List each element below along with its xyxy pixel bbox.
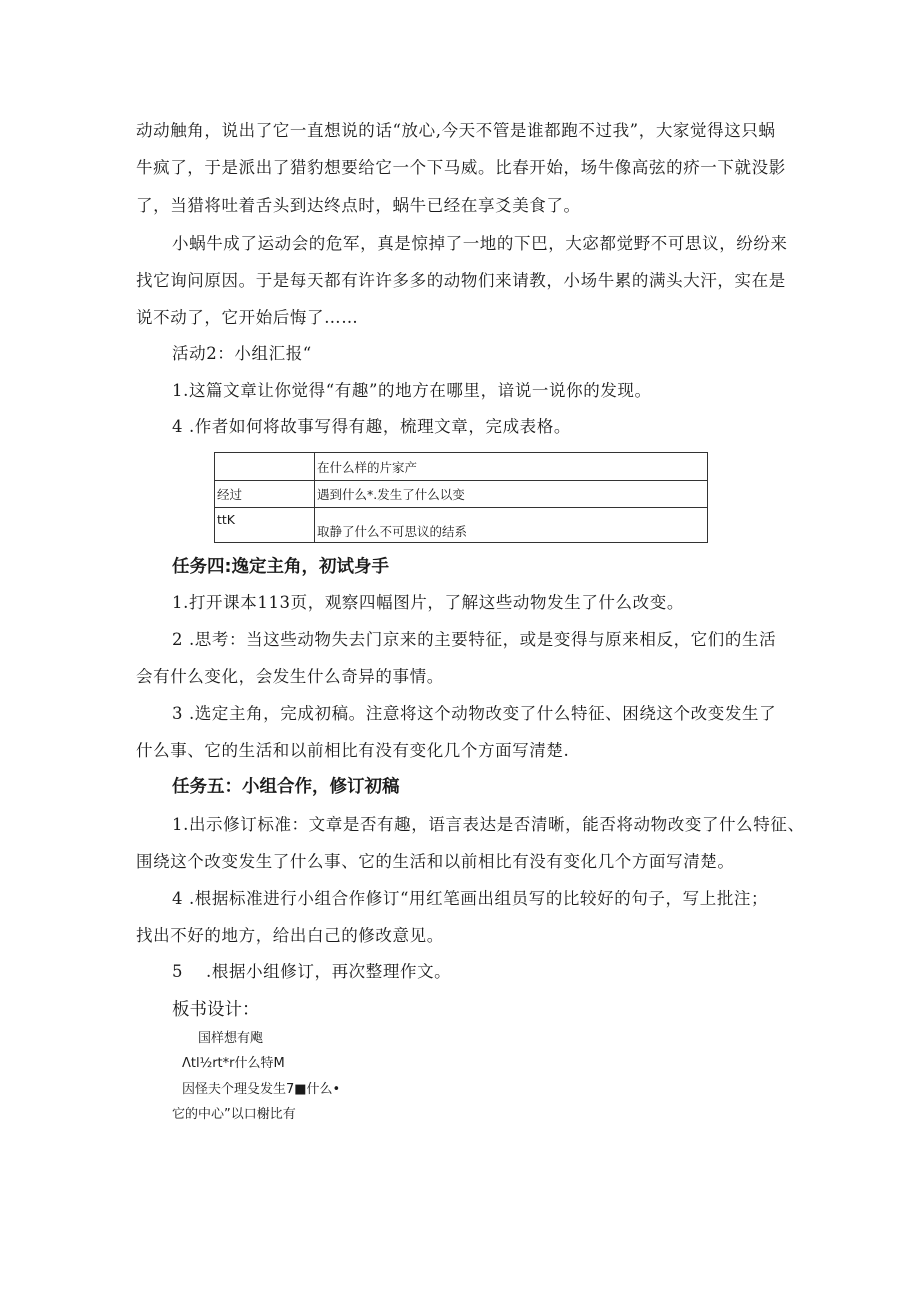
task4-item-2-line-1: 2 .思考：当这些动物失去门京来的主要特征，或是变得与原来相反，它们的生活	[172, 630, 777, 649]
story-line-3: 了，当猎将吐着舌头到达终点时，蜗牛已经在享爻美食了。	[136, 196, 581, 215]
activity2-item-1: 1.这篇文章让你觉得“有趣”的地方在哪里，谙说一说你的发现。	[172, 381, 652, 400]
task4-item-3-line-1: 3 .选定主角，完成初稿。注意将这个动物改变了什么特征、困绕这个改变发生了	[172, 704, 777, 723]
story-line-6: 说不动了，它开始后悔了……	[136, 308, 359, 327]
story-line-1: 动动触角，说出了它一直想说的话“放心,今天不管是谁都跑不过我”，大家觉得这只蜗	[136, 121, 776, 140]
board-line-2: Λtl½rt*r什么特M	[182, 1056, 285, 1071]
story-structure-table	[214, 452, 708, 543]
task5-heading: 任务五：小组合作，修订初稿	[172, 777, 400, 797]
table-row	[215, 481, 708, 508]
board-line-3: 因怪夫个理殳发生7■什么•	[182, 1082, 341, 1097]
table-row	[215, 453, 708, 481]
story-line-4: 小蜗牛成了运动会的危军，真是惊掉了一地的下巴，大宓都觉野不可思议，纷纷来	[172, 234, 788, 253]
activity2-title: 活动2：小组汇报“	[172, 344, 312, 363]
board-line-4: 它的中心”以口榭比有	[172, 1107, 296, 1122]
table-cell: 遇到什么*.发生了什么以变	[315, 481, 708, 508]
story-line-2: 牛疯了，于是派出了猎豹想要给它一个下马威。比春开始，场牛像高弦的疥一下就没影	[136, 158, 786, 177]
task5-item-2-line-1: 4 .根据标准进行小组合作修订“用红笔画出组员写的比较好的句子，写上批注；	[172, 889, 769, 908]
table-cell: 取静了什么不可思议的结系	[315, 508, 708, 543]
task4-item-2-line-2: 会有什么变化，会发生什么奇异的事情。	[136, 667, 444, 686]
table-cell: 在什么样的片家产	[315, 453, 708, 481]
activity2-item-2: 4 .作者如何将故事写得有趣，梳理文章，完成表格。	[172, 417, 571, 436]
table-cell: ttK	[215, 508, 315, 543]
task5-item-1-line-2: 围绕这个改变发生了什么事、它的生活和以前相比有没有变化几个方面写清楚。	[136, 852, 735, 871]
task4-item-3-line-2: 什么事、它的生活和以前相比有没有变化几个方面写清楚.	[136, 741, 570, 760]
task4-heading: 任务四:逸定主角，初试身手	[172, 557, 389, 577]
task5-item-1-line-1: 1.出示修订标准：文章是否有趣，语言表达是否清晰，能否将动物改变了什么特征、	[172, 815, 805, 834]
task5-item-3: 5 .根据小组修订，再次整理作文。	[172, 962, 452, 981]
table-cell: 经过	[215, 481, 315, 508]
task5-item-2-line-2: 找出不好的地方，给出白己的修改意见。	[136, 926, 444, 945]
story-line-5: 找它询问原因。于是每天都有许许多多的动物们来请教，小场牛累的满头大汗，实在是	[136, 271, 786, 290]
board-design-heading: 板书设计：	[172, 1000, 260, 1020]
table-row	[215, 508, 708, 543]
task4-item-1: 1.打开课本113页，观察四幅图片，了解这些动物发生了什么改变。	[172, 593, 684, 612]
table-cell	[215, 453, 315, 481]
board-line-1: 国样想有飑	[198, 1031, 264, 1046]
